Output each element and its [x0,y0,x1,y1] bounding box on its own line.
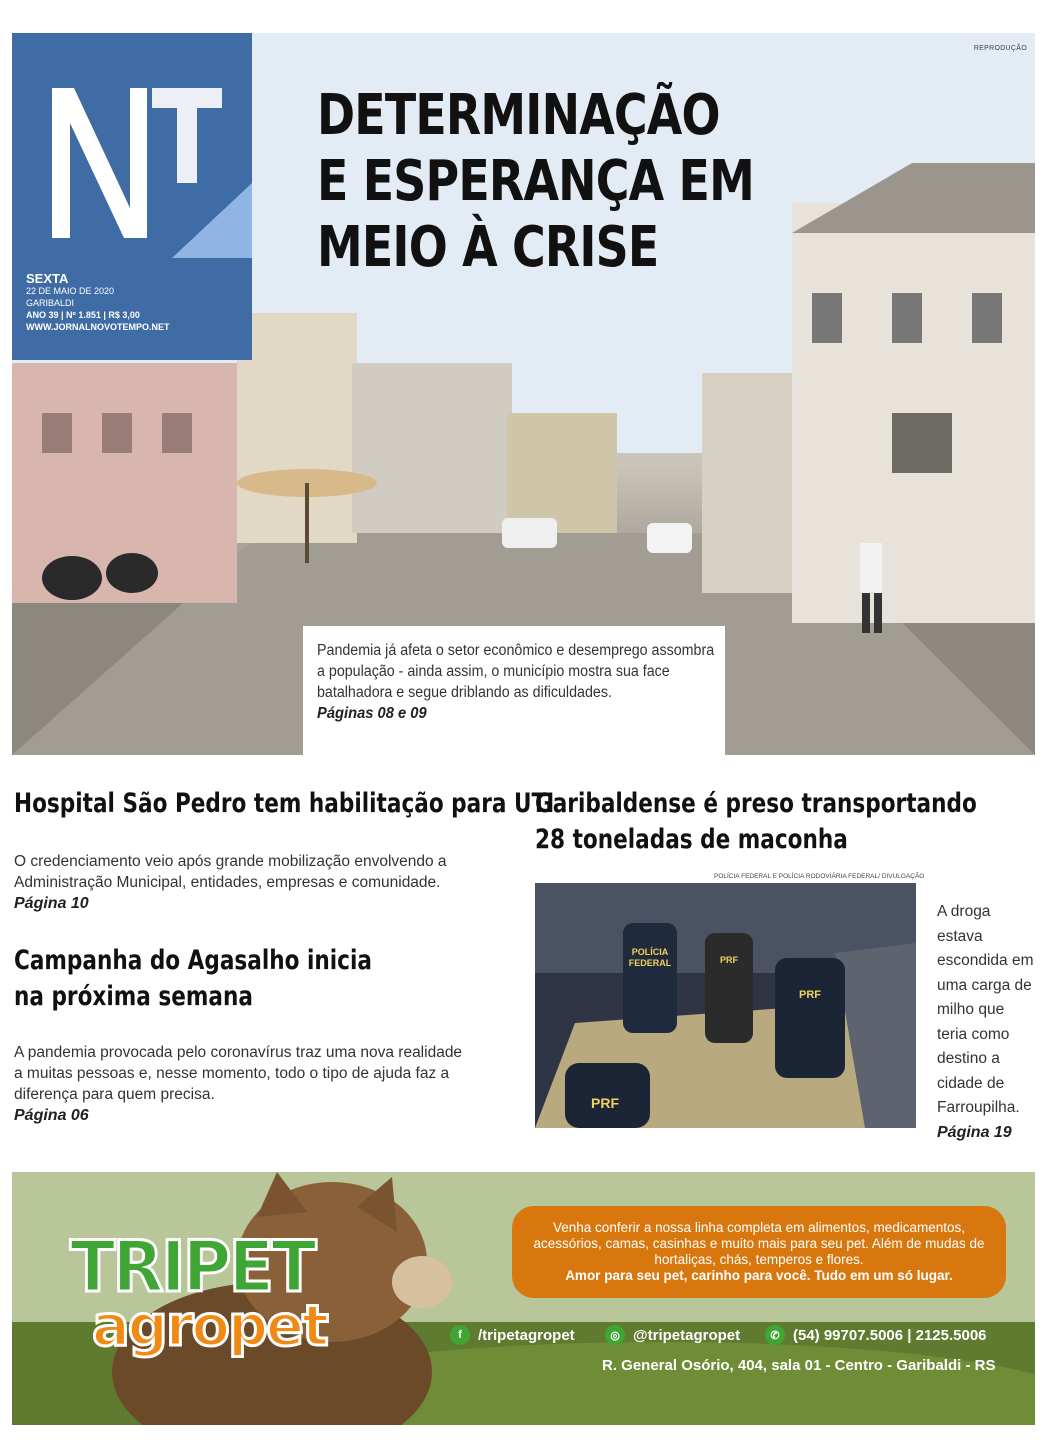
headline-line: MEIO À CRISE [317,215,659,280]
masthead [12,33,252,360]
headline-line: DETERMINAÇÃO [317,83,720,148]
photo-label: PRF [799,989,821,1001]
agasalho-page[interactable]: Página 06 [14,1107,89,1124]
ad-message-box [512,1206,1006,1298]
agasalho-text: A pandemia provocada pelo coronavírus traz uma nova realidade a muitas pessoas e, nesse momento, todo o tipo de ajuda faz a diferença para quem precisa. Página 06 [14,1044,463,1124]
hospital-title: Hospital São Pedro tem habilitação para UTI [14,788,555,819]
maconha-page[interactable]: Página 19 [937,1123,1012,1141]
facebook-icon: f [450,1325,470,1345]
agropet-logo: agropet [92,1294,327,1359]
hospital-page[interactable]: Página 10 [14,895,89,912]
instagram-link[interactable]: ◎ @tripetagropet [605,1324,740,1346]
headline-line: E ESPERANÇA EM [317,149,754,214]
ad-slogan: Amor para seu pet, carinho para você. Tudo em um só lugar. [565,1268,953,1283]
instagram-icon: ◎ [605,1325,625,1345]
edition-info [26,273,170,333]
whatsapp-icon: ✆ [765,1325,785,1345]
hero-caption-text: Pandemia já afeta o setor econômico e desemprego assombra a população - ainda assim, o município mostra sua face batalhadora e segue driblando as dificuldades. Páginas 08 e 09 [317,642,715,722]
maconha-title: Garibaldense é preso transportando 28 toneladas de maconha [535,788,977,855]
tripet-ad[interactable] [12,1172,1035,1425]
maconha-photo-credit: POLÍCIA FEDERAL E POLÍCIA RODOVIÁRIA FEDERAL/ DIVULGAÇÃO [714,873,925,880]
hero-section [12,33,1035,755]
photo-label: PRF [720,955,738,965]
main-headline [317,83,754,281]
photo-credit: REPRODUÇÃO [973,45,1027,52]
store-address: R. General Osório, 404, sala 01 - Centro - Garibaldi - RS [602,1357,996,1374]
photo-label: FEDERAL [628,958,672,968]
newspaper-logo [12,33,252,258]
edition-city: GARIBALDI [26,298,75,308]
photo-label: POLÍCIA [631,947,669,957]
maconha-photo [535,883,916,1128]
ad-message: Venha conferir a nossa linha completa em alimentos, medicamentos, acessórios, camas, casinhas e muito mais para seu pet. Além de mudas de hortaliças, chás, temperos e flores. [533,1220,985,1267]
hero-caption [303,626,725,755]
maconha-text: A droga estava escondida em uma carga de milho que teria como destino a cidade de Farroupilha. Página 19 [937,903,1034,1141]
police-photo [535,883,916,1128]
tripet-logo: TRIPET [70,1226,314,1308]
edition-date: 22 DE MAIO DE 2020 [26,286,115,296]
facebook-link[interactable]: f /tripetagropet [450,1324,575,1346]
phone-contact[interactable]: ✆ (54) 99707.5006 | 2125.5006 [765,1324,987,1346]
agasalho-title: Campanha do Agasalho inicia na próxima semana [14,945,372,1012]
hero-pages[interactable]: Páginas 08 e 09 [317,705,427,722]
hospital-text: O credenciamento veio após grande mobilização envolvendo a Administração Municipal, entidades, empresas e comunidade. Página 10 [14,853,447,912]
edition-day: SEXTA [26,271,69,286]
photo-label: PRF [591,1095,619,1111]
website-link[interactable]: WWW.JORNALNOVOTEMPO.NET [26,322,170,332]
edition-number: ANO 39 | Nº 1.851 | R$ 3,00 [26,310,140,320]
